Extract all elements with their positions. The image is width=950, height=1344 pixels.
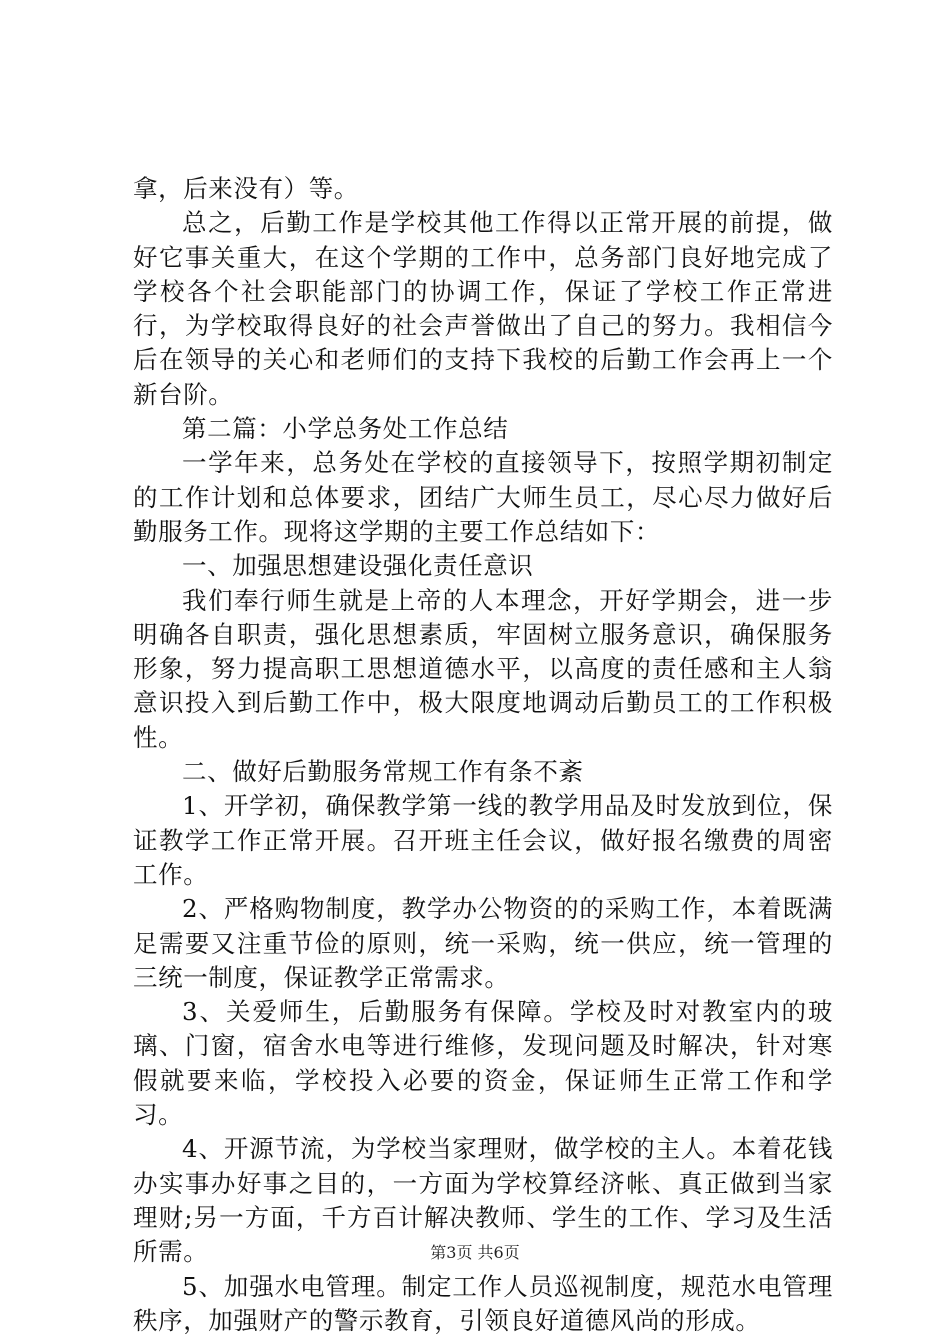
list-item-3: 3、关爱师生，后勤服务有保障。学校及时对教室内的玻璃、门窗，宿舍水电等进行维修，发现问题及时解决，针对寒假就要来临，学校投入必要的资金，保证师生正常工作和学习。 (133, 997, 833, 1130)
paragraph-intro: 一学年来，总务处在学校的直接领导下，按照学期初制定的工作计划和总体要求，团结广大师生员工，尽心尽力做好后勤服务工作。现将这学期的主要工作总结如下： (133, 448, 833, 546)
paragraph-continuation: 拿，后来没有）等。 (133, 174, 359, 203)
page-number-footer: 第3页 共6页 (430, 1243, 520, 1262)
document-body (133, 172, 833, 1338)
section-title: 第二篇：小学总务处工作总结 (182, 414, 509, 444)
paragraph-part-one: 我们奉行师生就是上帝的人本理念，开好学期会，进一步明确各自职责，强化思想素质，牢固树立服务意识，确保服务形象，努力提高职工思想道德水平，以高度的责任感和主人翁意识投入到后勤工作中，极大限度地调动后勤员工的工作积极性。 (133, 585, 833, 752)
list-item-1: 1、开学初，确保教学第一线的教学用品及时发放到位，保证教学工作正常开展。召开班主任会议，做好报名缴费的周密工作。 (133, 791, 833, 889)
list-item-4: 4、开源节流，为学校当家理财，做学校的主人。本着花钱办实事办好事之目的，一方面为学校算经济帐、真正做到当家理财;另一方面，千方百计解决教师、学生的工作、学习及生活所需。 (133, 1134, 833, 1267)
paragraph-summary: 总之，后勤工作是学校其他工作得以正常开展的前提，做好它事关重大，在这个学期的工作中，总务部门良好地完成了学校各个社会职能部门的协调工作，保证了学校工作正常进行，为学校取得良好的社会声誉做出了自己的努力。我相信今后在领导的关心和老师们的支持下我校的后勤工作会再上一个新台阶。 (133, 208, 833, 409)
list-item-5: 5、加强水电管理。制定工作人员巡视制度，规范水电管理秩序，加强财产的警示教育，引领良好道德风尚的形成。 (133, 1271, 833, 1335)
list-item-2: 2、严格购物制度，教学办公物资的的采购工作，本着既满足需要又注重节俭的原则，统一采购，统一供应，统一管理的三统一制度，保证教学正常需求。 (133, 894, 833, 992)
heading-part-one: 一、加强思想建设强化责任意识 (182, 551, 534, 581)
heading-part-two: 二、做好后勤服务常规工作有条不紊 (182, 757, 584, 787)
